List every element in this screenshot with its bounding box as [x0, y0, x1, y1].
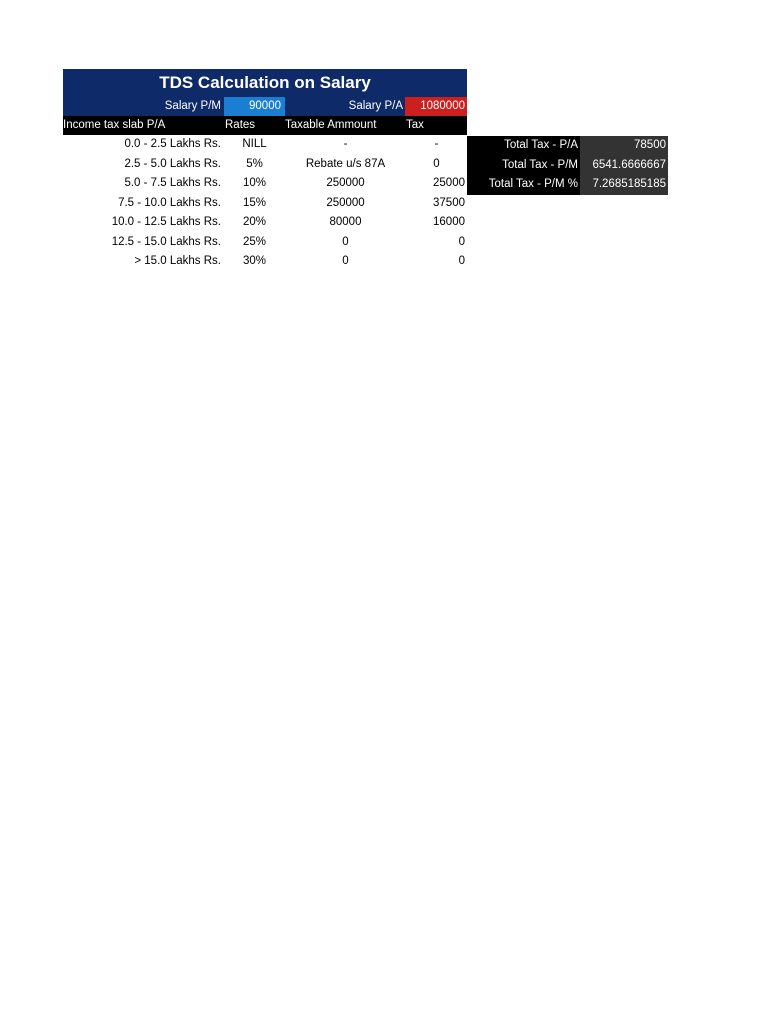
salary-pa-cell[interactable]: 1080000: [405, 97, 467, 116]
header-rates: Rates: [225, 119, 256, 131]
table-row: [63, 194, 467, 214]
slab-cell[interactable]: 12.5 - 15.0 Lakhs Rs.: [111, 235, 221, 248]
tax-cell[interactable]: 16000: [433, 216, 465, 228]
tax-cell[interactable]: 37500: [433, 196, 465, 209]
table-row: [63, 135, 467, 155]
summary-row: [467, 175, 668, 195]
tax-cell[interactable]: 0: [458, 235, 465, 248]
salary-pm-cell[interactable]: 90000: [224, 97, 285, 116]
taxable-cell[interactable]: -: [343, 138, 348, 150]
tax-cell[interactable]: -: [434, 138, 439, 150]
rate-cell[interactable]: 20%: [242, 216, 267, 228]
summary-label[interactable]: Total Tax - P/M %: [467, 175, 580, 195]
slab-cell[interactable]: 7.5 - 10.0 Lakhs Rs.: [118, 196, 221, 209]
salary-row: [63, 97, 467, 116]
table-row: [63, 213, 467, 233]
tax-cell[interactable]: 0: [433, 157, 440, 170]
header-slab: Income tax slab P/A: [63, 119, 166, 131]
summary-label[interactable]: Total Tax - P/M: [467, 156, 580, 176]
rate-cell[interactable]: 10%: [242, 177, 267, 189]
taxable-cell[interactable]: 250000: [326, 196, 365, 209]
slab-cell[interactable]: 0.0 - 2.5 Lakhs Rs.: [124, 138, 221, 150]
taxable-cell[interactable]: 250000: [326, 177, 365, 189]
slab-cell[interactable]: 5.0 - 7.5 Lakhs Rs.: [124, 177, 221, 189]
table-row: [63, 155, 467, 175]
table-row: [63, 233, 467, 253]
tax-summary: [467, 136, 668, 195]
salary-pa-label: Salary P/A: [348, 100, 403, 112]
slab-cell[interactable]: 10.0 - 12.5 Lakhs Rs.: [111, 216, 221, 228]
header-taxable: Taxable Ammount: [285, 119, 377, 131]
slab-cell[interactable]: > 15.0 Lakhs Rs.: [134, 255, 221, 267]
taxable-cell[interactable]: 0: [342, 235, 349, 248]
summary-row: [467, 136, 668, 156]
rate-cell[interactable]: 5%: [246, 157, 263, 170]
header-tax: Tax: [406, 119, 424, 131]
summary-label[interactable]: Total Tax - P/A: [467, 136, 580, 156]
table-row: [63, 174, 467, 194]
table-header: [63, 116, 467, 135]
taxable-cell[interactable]: 80000: [329, 216, 362, 228]
summary-value[interactable]: 7.2685185185: [580, 175, 668, 195]
summary-value[interactable]: 6541.6666667: [580, 156, 668, 176]
rate-cell[interactable]: NILL: [242, 138, 267, 150]
rate-cell[interactable]: 30%: [242, 255, 267, 267]
table-row: [63, 252, 467, 272]
summary-row: [467, 156, 668, 176]
tax-cell[interactable]: 0: [458, 255, 465, 267]
tax-cell[interactable]: 25000: [433, 177, 465, 189]
sheet-title: TDS Calculation on Salary: [63, 69, 467, 97]
rate-cell[interactable]: 25%: [242, 235, 267, 248]
taxable-cell[interactable]: Rebate u/s 87A: [305, 157, 386, 170]
tds-sheet: [63, 69, 467, 272]
summary-value[interactable]: 78500: [580, 136, 668, 156]
salary-pm-label: Salary P/M: [164, 100, 221, 112]
rate-cell[interactable]: 15%: [242, 196, 267, 209]
slab-cell[interactable]: 2.5 - 5.0 Lakhs Rs.: [124, 157, 221, 170]
taxable-cell[interactable]: 0: [342, 255, 349, 267]
